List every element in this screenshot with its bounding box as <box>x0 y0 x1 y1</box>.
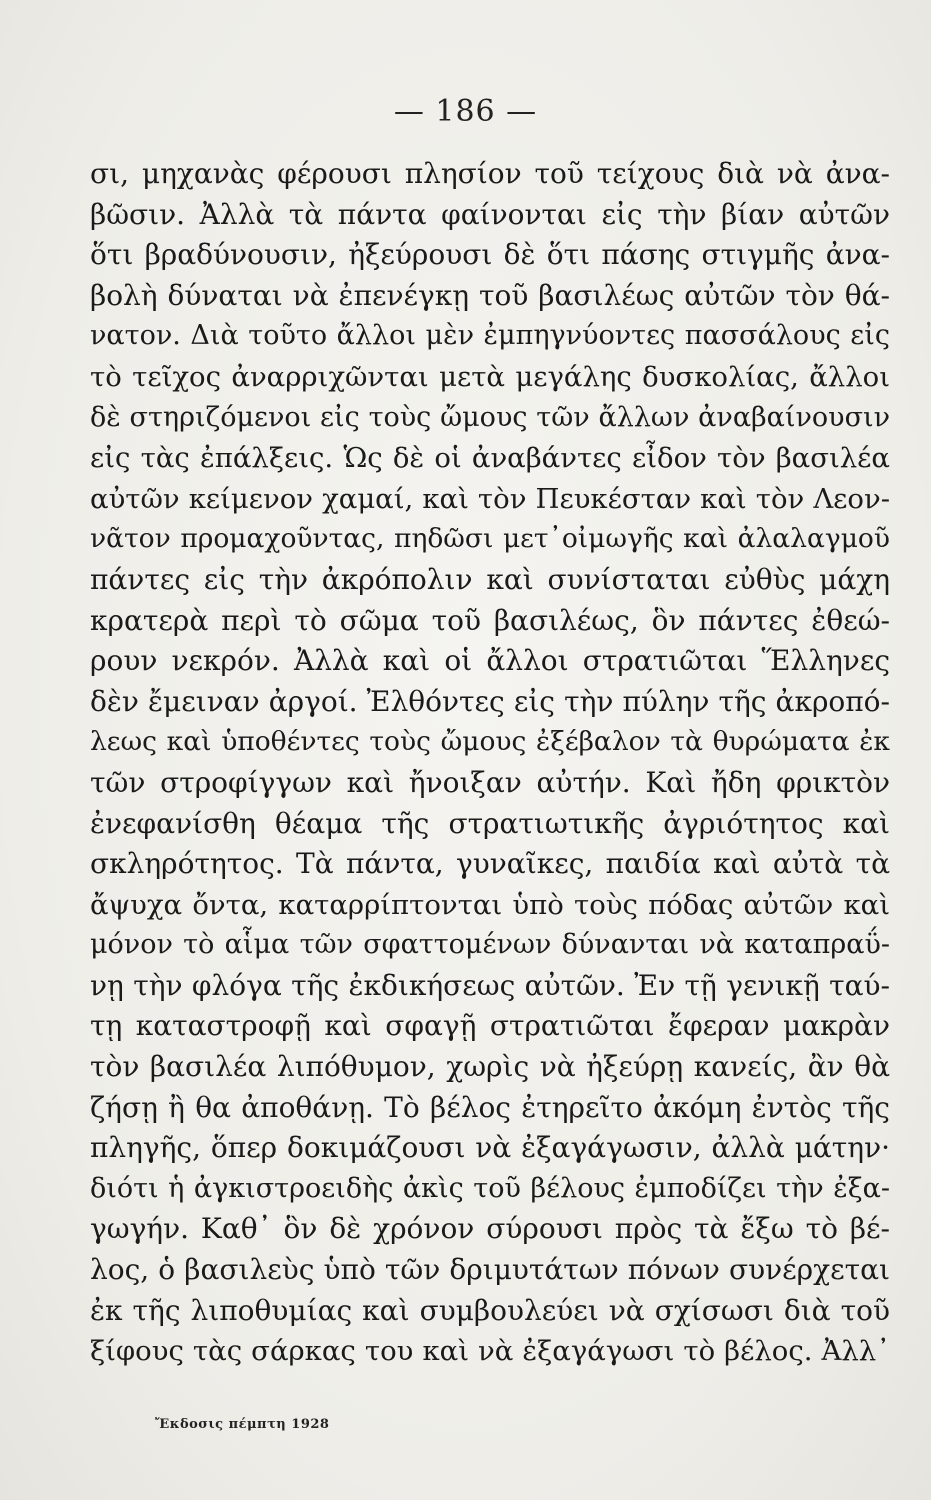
text-line: δὲν ἔμειναν ἀργοί. Ἐλθόντες εἰς τὴν πύλην τῆς ἀκροπό- <box>90 684 890 718</box>
text-line: νατον. Διὰ τοῦτο ἄλλοι μὲν ἐμπηγνύοντες πασσάλους εἰς <box>90 320 890 352</box>
text-line: πάντες εἰς τὴν ἀκρόπολιν καὶ συνίσταται εὐθὺς μάχη <box>90 562 890 596</box>
text-line: γωγήν. Καθ᾽ ὃν δὲ χρόνον σύρουσι πρὸς τὰ ἔξω τὸ βέ- <box>90 1212 890 1246</box>
text-line: τὸ τεῖχος ἀναρριχῶνται μετὰ μεγάλης δυσκολίας, ἄλλοι <box>90 360 890 393</box>
text-line: εἰς τὰς ἐπάλξεις. Ὡς δὲ οἱ ἀναβάντες εἶδον τὸν βασιλέα <box>90 442 890 475</box>
text-line: βῶσιν. Ἀλλὰ τὰ πάντα φαίνονται εἰς τὴν βίαν αὐτῶν <box>90 197 890 231</box>
text-line: ἄψυχα ὄντα, καταρρίπτονται ὑπὸ τοὺς πόδας αὐτῶν καὶ <box>90 888 890 921</box>
text-line: νῃ τὴν φλόγα τῆς ἐκδικήσεως αὐτῶν. Ἐν τῇ γενικῇ ταύ- <box>90 968 890 1002</box>
text-line: δὲ στηριζόμενοι εἰς τοὺς ὤμους τῶν ἄλλων ἀναβαίνουσιν <box>90 401 890 433</box>
body-text <box>90 154 890 1372</box>
text-line: μόνον τὸ αἷμα τῶν σφαττομένων δύνανται νὰ καταπραΰ- <box>90 929 890 961</box>
text-line: ἐνεφανίσθη θέαμα τῆς στρατιωτικῆς ἀγριότητος καὶ <box>90 806 890 840</box>
text-line: σκληρότητος. Τὰ πάντα, γυναῖκες, παιδία καὶ αὐτὰ τὰ <box>90 847 890 881</box>
text-line: βολὴ δύναται νὰ ἐπενέγκῃ τοῦ βασιλέως αὐτῶν τὸν θά- <box>90 278 890 312</box>
text-line: ἐκ τῆς λιποθυμίας καὶ συμβουλεύει νὰ σχίσωσι διὰ τοῦ <box>90 1293 890 1327</box>
text-line: πληγῆς, ὅπερ δοκιμάζουσι νὰ ἐξαγάγωσιν, ἀλλὰ μάτην· <box>90 1131 890 1165</box>
text-line: ὅτι βραδύνουσιν, ἠξεύρουσι δὲ ὅτι πάσης στιγμῆς ἀνα- <box>90 238 890 272</box>
text-line: τῶν στροφίγγων καὶ ἤνοιξαν αὐτήν. Καὶ ἤδη φρικτὸν <box>90 765 890 799</box>
text-line: τῃ καταστροφῇ καὶ σφαγῇ στρατιῶται ἔφεραν μακρὰν <box>90 1009 890 1043</box>
text-line: ξίφους τὰς σάρκας του καὶ νὰ ἐξαγάγωσι τὸ βέλος. Ἀλλ᾽ <box>90 1335 890 1368</box>
text-line: αὐτῶν κείμενον χαμαί, καὶ τὸν Πευκέσταν καὶ τὸν Λεον- <box>90 482 890 515</box>
text-line: ρουν νεκρόν. Ἀλλὰ καὶ οἱ ἄλλοι στρατιῶται Ἕλληνες <box>90 644 890 678</box>
text-line: νᾶτον προμαχοῦντας, πηδῶσι μετ᾽οἰμωγῆς καὶ ἀλαλαγμοῦ <box>90 523 890 555</box>
text-line: κρατερὰ περὶ τὸ σῶμα τοῦ βασιλέως, ὃν πάντες ἐθεώ- <box>90 603 890 637</box>
page-number: — 186 — <box>393 94 538 129</box>
text-line: ζήσῃ ἢ θα ἀποθάνῃ. Τὸ βέλος ἐτηρεῖτο ἀκόμη ἐντὸς τῆς <box>90 1090 890 1124</box>
text-line: λος, ὁ βασιλεὺς ὑπὸ τῶν δριμυτάτων πόνων συνέρχεται <box>90 1253 890 1287</box>
text-line: διότι ἡ ἀγκιστροειδὴς ἀκὶς τοῦ βέλους ἐμποδίζει τὴν ἐξα- <box>90 1172 890 1204</box>
text-line: λεως καὶ ὑποθέντες τοὺς ὤμους ἐξέβαλον τὰ θυρώματα ἐκ <box>90 726 890 758</box>
text-line: σι, μηχανὰς φέρουσι πλησίον τοῦ τείχους διὰ νὰ ἀνα- <box>90 157 890 190</box>
edition-footnote: Ἔκδοσις πέμπτη 1928 <box>155 1417 330 1432</box>
text-line: τὸν βασιλέα λιπόθυμον, χωρὶς νὰ ἠξεύρῃ κανείς, ἂν θὰ <box>90 1050 890 1084</box>
